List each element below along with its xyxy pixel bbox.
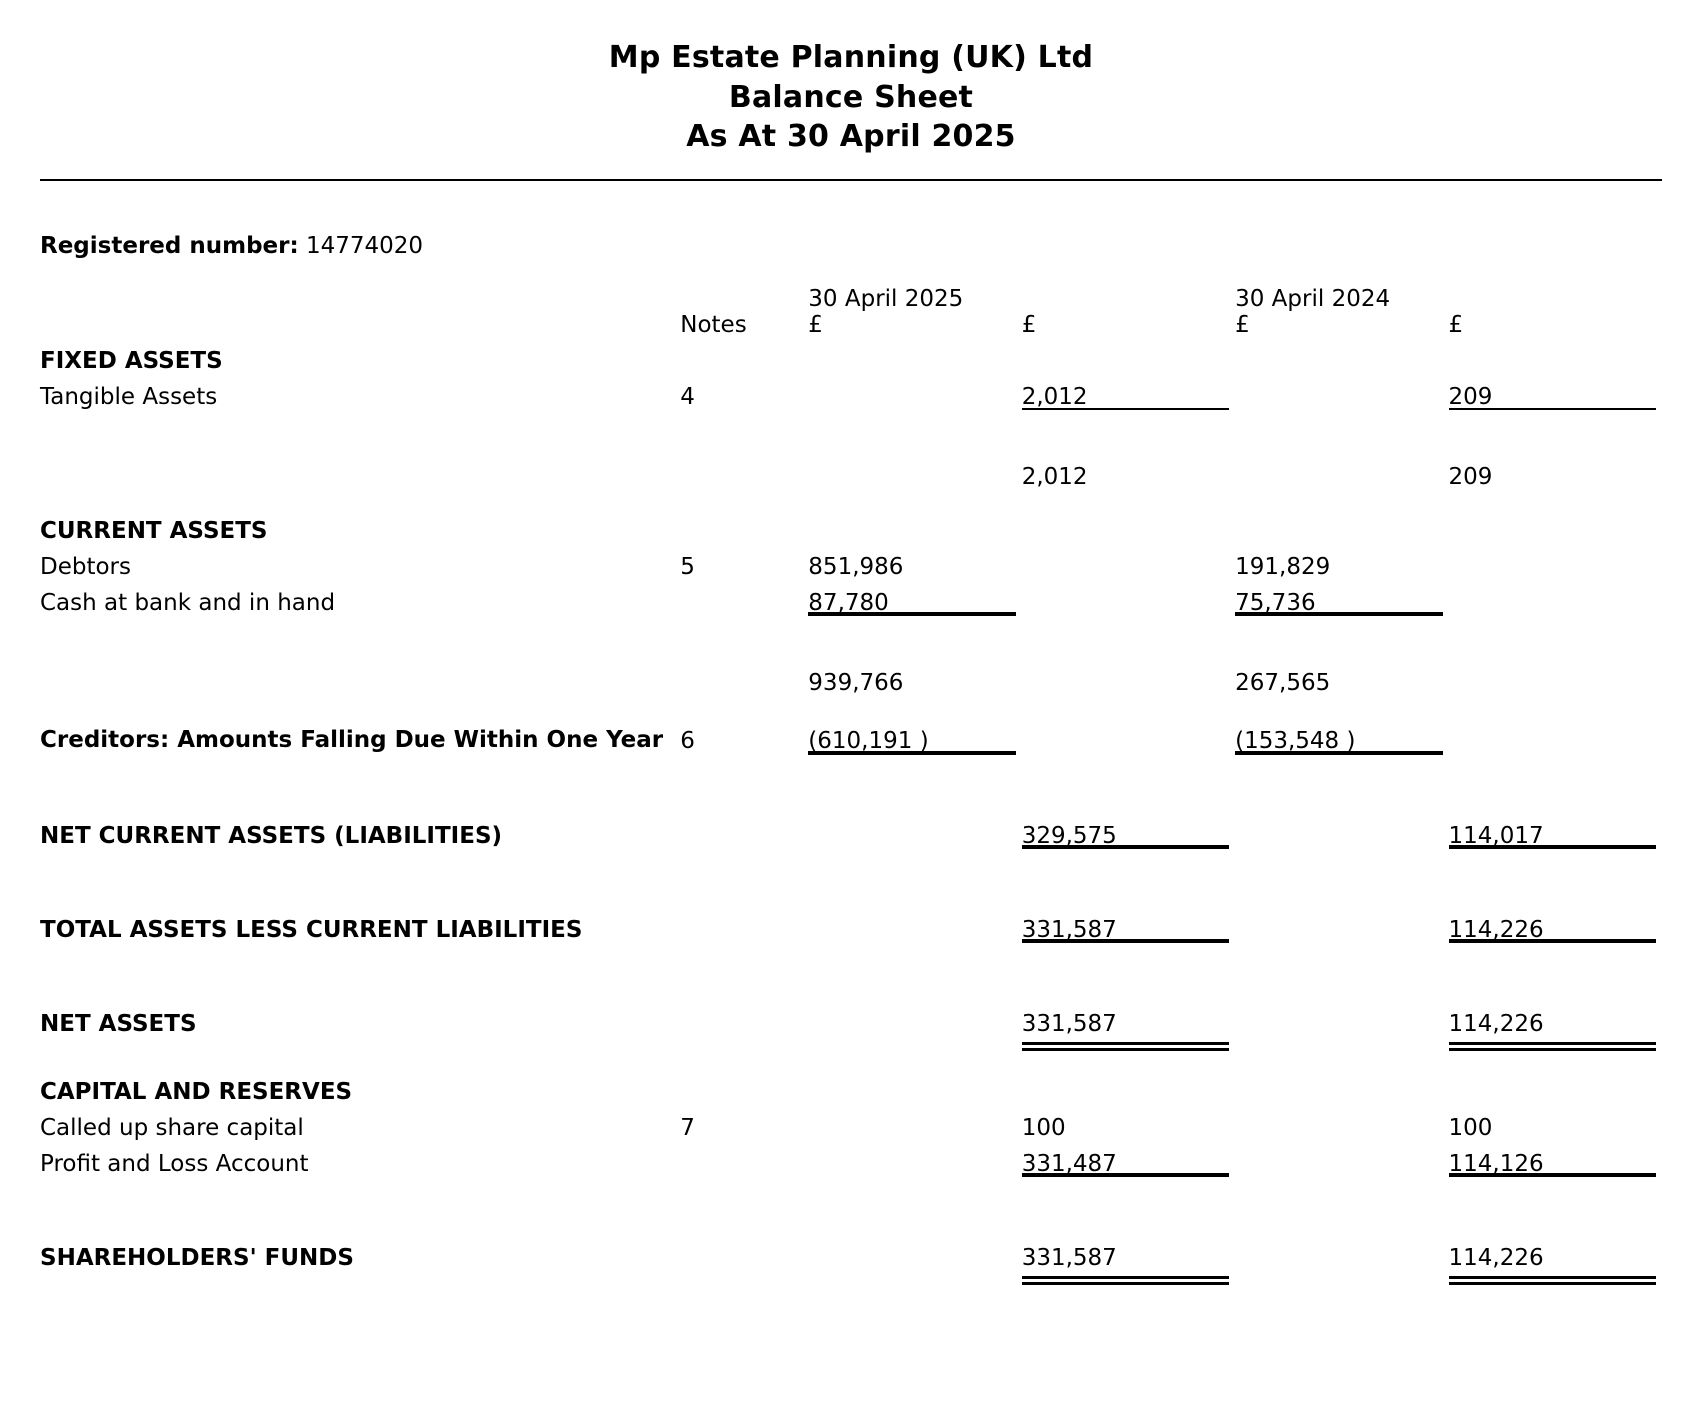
rule-current-assets-cy	[808, 616, 1021, 630]
debtors-cy: 851,986	[808, 554, 904, 581]
prior-year-header: 30 April 2024	[1235, 286, 1391, 313]
total-assets-less-liabilities-cy: 331,587	[1021, 917, 1117, 944]
rule-net-assets-py	[1449, 1037, 1662, 1051]
registered-number-value: 14774020	[305, 232, 424, 259]
net-current-assets-py: 114,017	[1448, 823, 1544, 850]
profit-loss-py: 114,126	[1448, 1151, 1544, 1178]
net-assets-cy: 331,587	[1021, 1011, 1117, 1038]
shareholders-funds-row	[40, 1235, 1662, 1271]
fixed-assets-heading-row	[40, 338, 1662, 374]
cash-label: Cash at bank and in hand	[40, 590, 336, 617]
spacer-before-net-assets	[40, 957, 1662, 1001]
fixed-assets-total-py: 209	[1448, 464, 1493, 491]
total-assets-less-liabilities-row	[40, 907, 1662, 943]
statement-title: Balance Sheet	[728, 79, 974, 115]
header-divider	[40, 179, 1662, 181]
debtors-row	[40, 544, 1662, 580]
fixed-assets-total-row	[40, 454, 1662, 490]
fixed-assets-heading: FIXED ASSETS	[40, 348, 223, 375]
spacer-after-current-assets-rule	[40, 630, 1662, 660]
currency-symbol-py2: £	[1448, 312, 1464, 339]
company-name: Mp Estate Planning (UK) Ltd	[608, 40, 1094, 75]
notes-header: Notes	[680, 312, 747, 339]
total-assets-less-liabilities-label: TOTAL ASSETS LESS CURRENT LIABILITIES	[40, 917, 583, 944]
tangible-assets-label: Tangible Assets	[40, 384, 218, 411]
rule-tangible-py	[1449, 410, 1662, 424]
currency-symbol-cy2: £	[1021, 312, 1037, 339]
rule-net-current-py	[1449, 849, 1662, 863]
rule-capital-reserves-py	[1449, 1177, 1662, 1191]
net-current-assets-rule-row	[40, 849, 1662, 863]
tangible-assets-note: 4	[680, 384, 695, 411]
rule-creditors-py	[1235, 755, 1448, 769]
tangible-assets-row	[40, 374, 1662, 410]
shareholders-funds-label: SHAREHOLDERS' FUNDS	[40, 1245, 354, 1272]
rule-net-assets-cy	[1022, 1037, 1235, 1051]
statement-date: As At 30 April 2025	[686, 119, 1016, 155]
spacer-before-creditors	[40, 696, 1662, 726]
debtors-py: 191,829	[1235, 554, 1331, 581]
share-capital-row	[40, 1105, 1662, 1141]
spacer-after-tangible	[40, 424, 1662, 454]
spacer-before-capital	[40, 1051, 1662, 1069]
spacer-before-shareholders-funds	[40, 1191, 1662, 1235]
net-current-assets-row	[40, 813, 1662, 849]
capital-reserves-heading-row	[40, 1069, 1662, 1105]
net-assets-py: 114,226	[1448, 1011, 1544, 1038]
currency-symbol-py1: £	[1235, 312, 1250, 339]
rule-capital-reserves-cy	[1022, 1177, 1235, 1191]
shareholders-funds-rule-row	[40, 1271, 1662, 1285]
cash-py: 75,736	[1235, 590, 1316, 617]
currency-symbol-cy1: £	[808, 312, 823, 339]
registered-number	[40, 233, 1662, 261]
rule-creditors-cy	[808, 755, 1021, 769]
current-assets-heading-row	[40, 508, 1662, 544]
creditors-label: Creditors: Amounts Falling Due Within One Year	[40, 727, 664, 754]
debtors-label: Debtors	[40, 554, 131, 581]
share-capital-cy: 100	[1021, 1115, 1066, 1142]
debtors-note: 5	[680, 554, 695, 581]
year-header-row	[40, 286, 1662, 312]
share-capital-label: Called up share capital	[40, 1115, 304, 1142]
profit-loss-row	[40, 1141, 1662, 1177]
shareholders-funds-py: 114,226	[1448, 1245, 1544, 1272]
document-header	[40, 0, 1662, 157]
share-capital-py: 100	[1448, 1115, 1493, 1142]
cash-cy: 87,780	[808, 590, 889, 617]
current-assets-total-cy: 939,766	[808, 670, 904, 697]
net-assets-label: NET ASSETS	[40, 1011, 197, 1038]
tangible-assets-rule-row	[40, 410, 1662, 424]
registered-number-label: Registered number:	[40, 232, 299, 259]
cash-row	[40, 580, 1662, 616]
current-assets-total-row	[40, 660, 1662, 696]
net-assets-row	[40, 1001, 1662, 1037]
current-year-header: 30 April 2025	[808, 286, 964, 313]
creditors-py: (153,548 )	[1235, 727, 1356, 754]
spacer-before-total-assets	[40, 863, 1662, 907]
share-capital-note: 7	[680, 1115, 695, 1142]
net-current-assets-cy: 329,575	[1021, 823, 1117, 850]
rule-current-assets-py	[1235, 616, 1448, 630]
rule-total-assets-cy	[1022, 943, 1235, 957]
net-current-assets-label: NET CURRENT ASSETS (LIABILITIES)	[40, 823, 503, 850]
rule-net-current-cy	[1022, 849, 1235, 863]
shareholders-funds-cy: 331,587	[1021, 1245, 1117, 1272]
profit-loss-label: Profit and Loss Account	[40, 1151, 309, 1178]
rule-shareholders-funds-py	[1449, 1271, 1662, 1285]
currency-header-row	[40, 312, 1662, 338]
total-assets-less-liabilities-py: 114,226	[1448, 917, 1544, 944]
capital-reserves-rule-row	[40, 1177, 1662, 1191]
rule-tangible-cy	[1022, 410, 1235, 424]
creditors-note: 6	[680, 727, 695, 754]
creditors-rule-row	[40, 755, 1662, 769]
capital-reserves-heading: CAPITAL AND RESERVES	[40, 1079, 353, 1106]
tangible-assets-py: 209	[1448, 384, 1493, 411]
total-assets-rule-row	[40, 943, 1662, 957]
spacer-before-current-assets	[40, 490, 1662, 508]
fixed-assets-total-cy: 2,012	[1021, 464, 1088, 491]
balance-sheet-table	[40, 286, 1662, 1285]
current-assets-total-py: 267,565	[1235, 670, 1331, 697]
net-assets-rule-row	[40, 1037, 1662, 1051]
current-assets-rule-row	[40, 616, 1662, 630]
creditors-cy: (610,191 )	[808, 727, 929, 754]
spacer-before-net-current	[40, 769, 1662, 813]
profit-loss-cy: 331,487	[1021, 1151, 1117, 1178]
tangible-assets-cy: 2,012	[1021, 384, 1088, 411]
rule-total-assets-py	[1449, 943, 1662, 957]
current-assets-heading: CURRENT ASSETS	[40, 518, 268, 545]
rule-shareholders-funds-cy	[1022, 1271, 1235, 1285]
